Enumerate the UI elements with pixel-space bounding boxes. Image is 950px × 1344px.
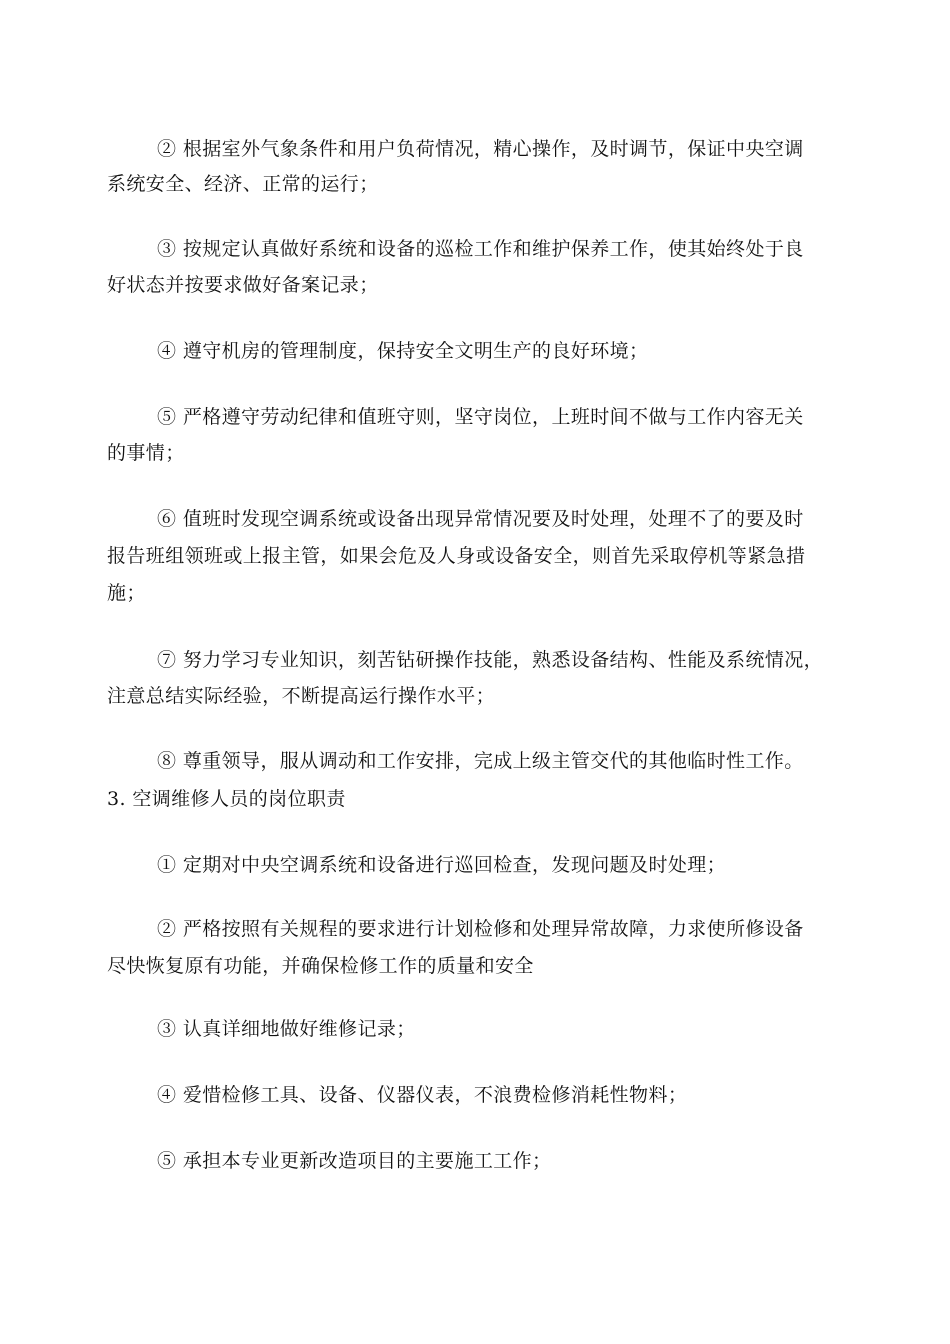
paragraph-repair-duty-3-line-1: ③ 认真详细地做好维修记录； bbox=[157, 1018, 416, 1040]
paragraph-operator-duty-7-line-2: 注意总结实际经验，不断提高运行操作水平； bbox=[107, 685, 496, 707]
paragraph-operator-duty-6-line-1: ⑥ 值班时发现空调系统或设备出现异常情况要及时处理，处理不了的要及时 bbox=[157, 508, 804, 530]
paragraph-operator-duty-6-line-3: 施； bbox=[107, 582, 146, 604]
paragraph-operator-duty-5-line-1: ⑤ 严格遵守劳动纪律和值班守则，坚守岗位，上班时间不做与工作内容无关 bbox=[157, 406, 804, 428]
paragraph-repair-duty-5-line-1: ⑤ 承担本专业更新改造项目的主要施工工作； bbox=[157, 1150, 552, 1172]
paragraph-operator-duty-7-line-1: ⑦ 努力学习专业知识，刻苦钻研操作技能，熟悉设备结构、性能及系统情况， bbox=[157, 649, 824, 671]
paragraph-operator-duty-5-line-2: 的事情； bbox=[107, 442, 185, 464]
paragraph-operator-duty-6-line-2: 报告班组领班或上报主管，如果会危及人身或设备安全，则首先采取停机等紧急措 bbox=[107, 545, 806, 567]
paragraph-operator-duty-4-line-1: ④ 遵守机房的管理制度，保持安全文明生产的良好环境； bbox=[157, 340, 649, 362]
paragraph-repair-duty-4-line-1: ④ 爱惜检修工具、设备、仪器仪表，不浪费检修消耗性物料； bbox=[157, 1084, 688, 1106]
paragraph-repair-duty-2-line-1: ② 严格按照有关规程的要求进行计划检修和处理异常故障，力求使所修设备 bbox=[157, 918, 804, 940]
paragraph-operator-duty-8-line-1: ⑧ 尊重领导，服从调动和工作安排，完成上级主管交代的其他临时性工作。 bbox=[157, 750, 804, 772]
paragraph-repair-duty-1-line-1: ① 定期对中央空调系统和设备进行巡回检查，发现问题及时处理； bbox=[157, 854, 727, 876]
paragraph-operator-duty-3-line-1: ③ 按规定认真做好系统和设备的巡检工作和维护保养工作，使其始终处于良 bbox=[157, 238, 804, 260]
paragraph-operator-duty-2-line-2: 系统安全、经济、正常的运行； bbox=[107, 173, 379, 195]
section-3-heading: 3. 空调维修人员的岗位职责 bbox=[107, 788, 346, 810]
paragraph-operator-duty-3-line-2: 好状态并按要求做好备案记录； bbox=[107, 274, 379, 296]
paragraph-operator-duty-2-line-1: ② 根据室外气象条件和用户负荷情况，精心操作，及时调节，保证中央空调 bbox=[157, 138, 804, 160]
paragraph-repair-duty-2-line-2: 尽快恢复原有功能，并确保检修工作的质量和安全 bbox=[107, 955, 534, 977]
